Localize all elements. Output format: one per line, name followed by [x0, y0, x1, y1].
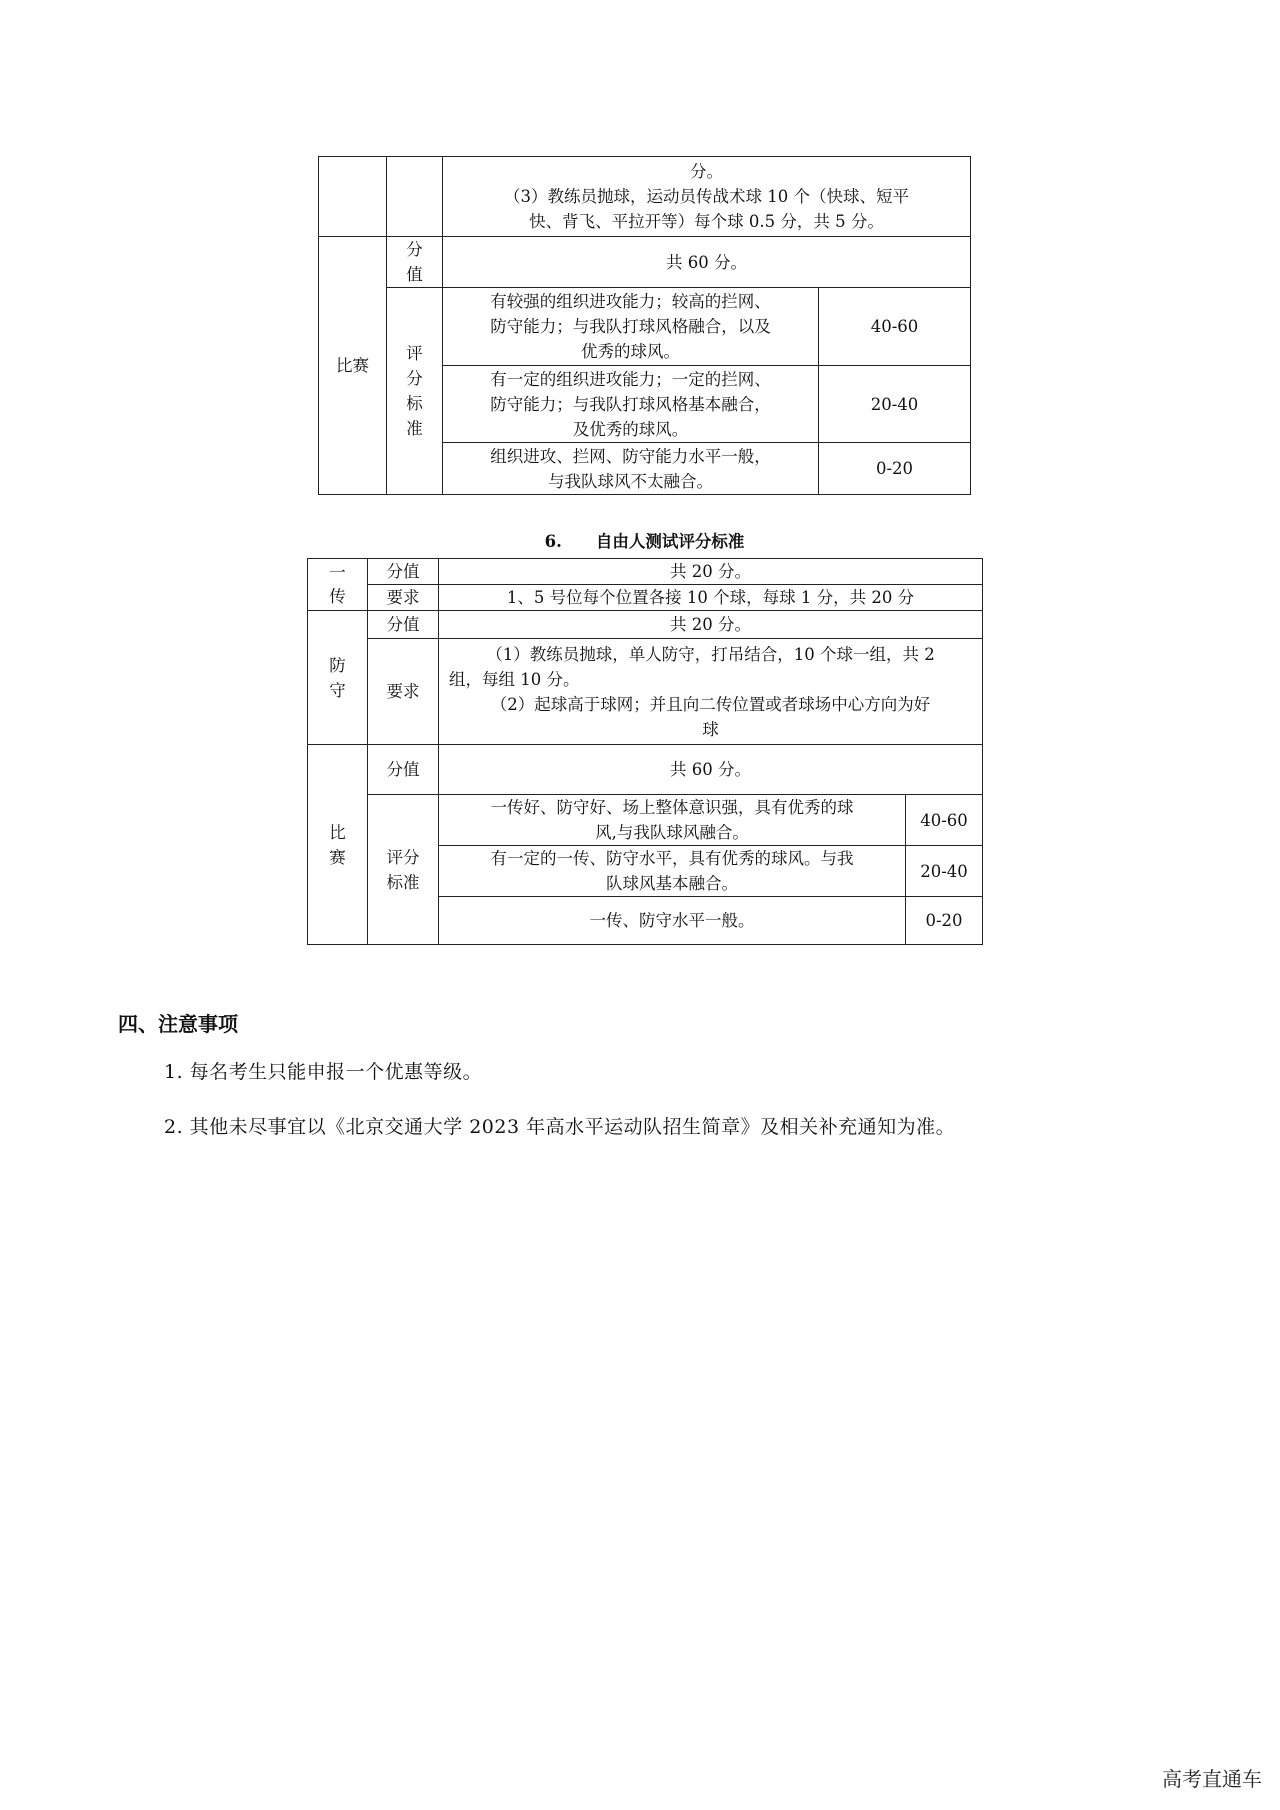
continued-requirement-cell	[443, 157, 971, 237]
score-label-cell: 分值	[368, 559, 439, 585]
score-value-cell: 共 20 分。	[439, 611, 983, 639]
table-row	[319, 157, 971, 237]
match-label-cell	[308, 745, 368, 945]
requirement-label-cell: 要求	[368, 639, 439, 745]
criteria-score-cell: 0-20	[906, 897, 983, 945]
criteria-score-cell: 40-60	[906, 795, 983, 846]
text-line: 防守能力；与我队打球风格基本融合，	[490, 394, 771, 414]
label-char: 防	[329, 655, 346, 675]
libero-scoring-table	[307, 558, 983, 945]
text-line: 快、背飞、平拉开等）每个球 0.5 分，共 5 分。	[529, 212, 884, 231]
text-line: （3）教练员抛球，运动员传战术球 10 个（快球、短平	[504, 187, 909, 206]
criteria-score-cell: 20-40	[906, 846, 983, 897]
criteria-score-cell: 0-20	[819, 443, 971, 495]
label-char: 评分	[386, 847, 420, 867]
label-char: 分	[406, 240, 423, 259]
text-line: 组织进攻、拦网、防守能力水平一般，	[490, 446, 771, 466]
text-line: 及优秀的球风。	[572, 419, 689, 439]
score-value-cell: 共 20 分。	[439, 559, 983, 585]
text-line: 优秀的球风。	[581, 342, 680, 361]
table-title	[307, 528, 982, 552]
pass-label-cell	[308, 559, 368, 611]
criteria-text-cell	[443, 443, 819, 495]
label-char: 比	[329, 822, 346, 842]
criteria-text-cell	[439, 795, 906, 846]
text-line: （1）教练员抛球，单人防守，打吊结合，10 个球一组，共 2	[486, 644, 935, 664]
criteria-text-cell	[443, 288, 819, 366]
requirement-value-cell: 1、5 号位每个位置各接 10 个球，每球 1 分，共 20 分	[439, 585, 983, 611]
requirement-value-cell	[439, 639, 983, 745]
label-char: 一	[329, 562, 346, 582]
table-row	[308, 745, 983, 795]
text-line: 防守能力；与我队打球风格融合，以及	[490, 317, 771, 336]
text-line: 有一定的组织进攻能力；一定的拦网、	[490, 369, 771, 389]
table-title-text: 自由人测试评分标准	[595, 532, 745, 551]
label-char: 标准	[386, 872, 420, 892]
note-item: 2. 其他未尽事宜以《北京交通大学 2023 年高水平运动队招生简章》及相关补充通知为准。	[164, 1116, 956, 1138]
label-char: 值	[406, 265, 423, 284]
table-number: 6.	[544, 532, 562, 551]
label-char: 准	[406, 419, 423, 438]
empty-cell	[319, 157, 387, 237]
table-row	[308, 639, 983, 745]
defense-label-cell	[308, 611, 368, 745]
match-label-cell: 比赛	[319, 237, 387, 495]
text-line: 一传好、防守好、场上整体意识强，具有优秀的球	[490, 798, 854, 817]
table-row	[319, 288, 971, 366]
score-value-cell: 共 60 分。	[443, 237, 971, 288]
label-char: 标	[406, 394, 423, 413]
criteria-text-cell	[439, 897, 906, 945]
table-row	[308, 611, 983, 639]
criteria-label-cell	[368, 795, 439, 945]
text-line: 与我队球风不太融合。	[548, 471, 713, 491]
text-line: 队球风基本融合。	[606, 874, 738, 893]
note-item: 1. 每名考生只能申报一个优惠等级。	[164, 1061, 483, 1083]
label-char: 传	[329, 586, 346, 606]
table-row	[319, 237, 971, 288]
label-char: 评	[406, 344, 423, 363]
text-line: 球	[702, 719, 719, 739]
score-label-cell: 分值	[368, 745, 439, 795]
label-char: 分	[406, 369, 423, 388]
text-line: 有一定的一传、防守水平，具有优秀的球风。与我	[490, 849, 854, 868]
score-label-cell: 分值	[368, 611, 439, 639]
score-value-cell: 共 60 分。	[439, 745, 983, 795]
text-line: 分。	[690, 162, 723, 181]
text-line: （2）起球高于球网；并且向二传位置或者球场中心方向为好	[490, 694, 931, 714]
table-row	[308, 585, 983, 611]
setter-scoring-table	[318, 156, 971, 495]
text-line: 组，每组 10 分。	[449, 669, 580, 689]
criteria-score-cell: 20-40	[819, 366, 971, 443]
text-line: 有较强的组织进攻能力；较高的拦网、	[490, 292, 771, 311]
label-char: 守	[329, 680, 346, 700]
criteria-score-cell: 40-60	[819, 288, 971, 366]
label-char: 赛	[329, 847, 346, 867]
watermark: 高考直通车	[1162, 1767, 1262, 1791]
text-line: 风,与我队球风融合。	[595, 823, 749, 842]
criteria-text-cell	[439, 846, 906, 897]
requirement-label-cell: 要求	[368, 585, 439, 611]
section-heading: 四、注意事项	[118, 1012, 238, 1036]
empty-cell	[387, 157, 443, 237]
table-row	[308, 795, 983, 846]
criteria-text-cell	[443, 366, 819, 443]
score-label-cell	[387, 237, 443, 288]
criteria-label-cell	[387, 288, 443, 495]
text-line: 一传、防守水平一般。	[589, 911, 755, 930]
table-row	[308, 559, 983, 585]
